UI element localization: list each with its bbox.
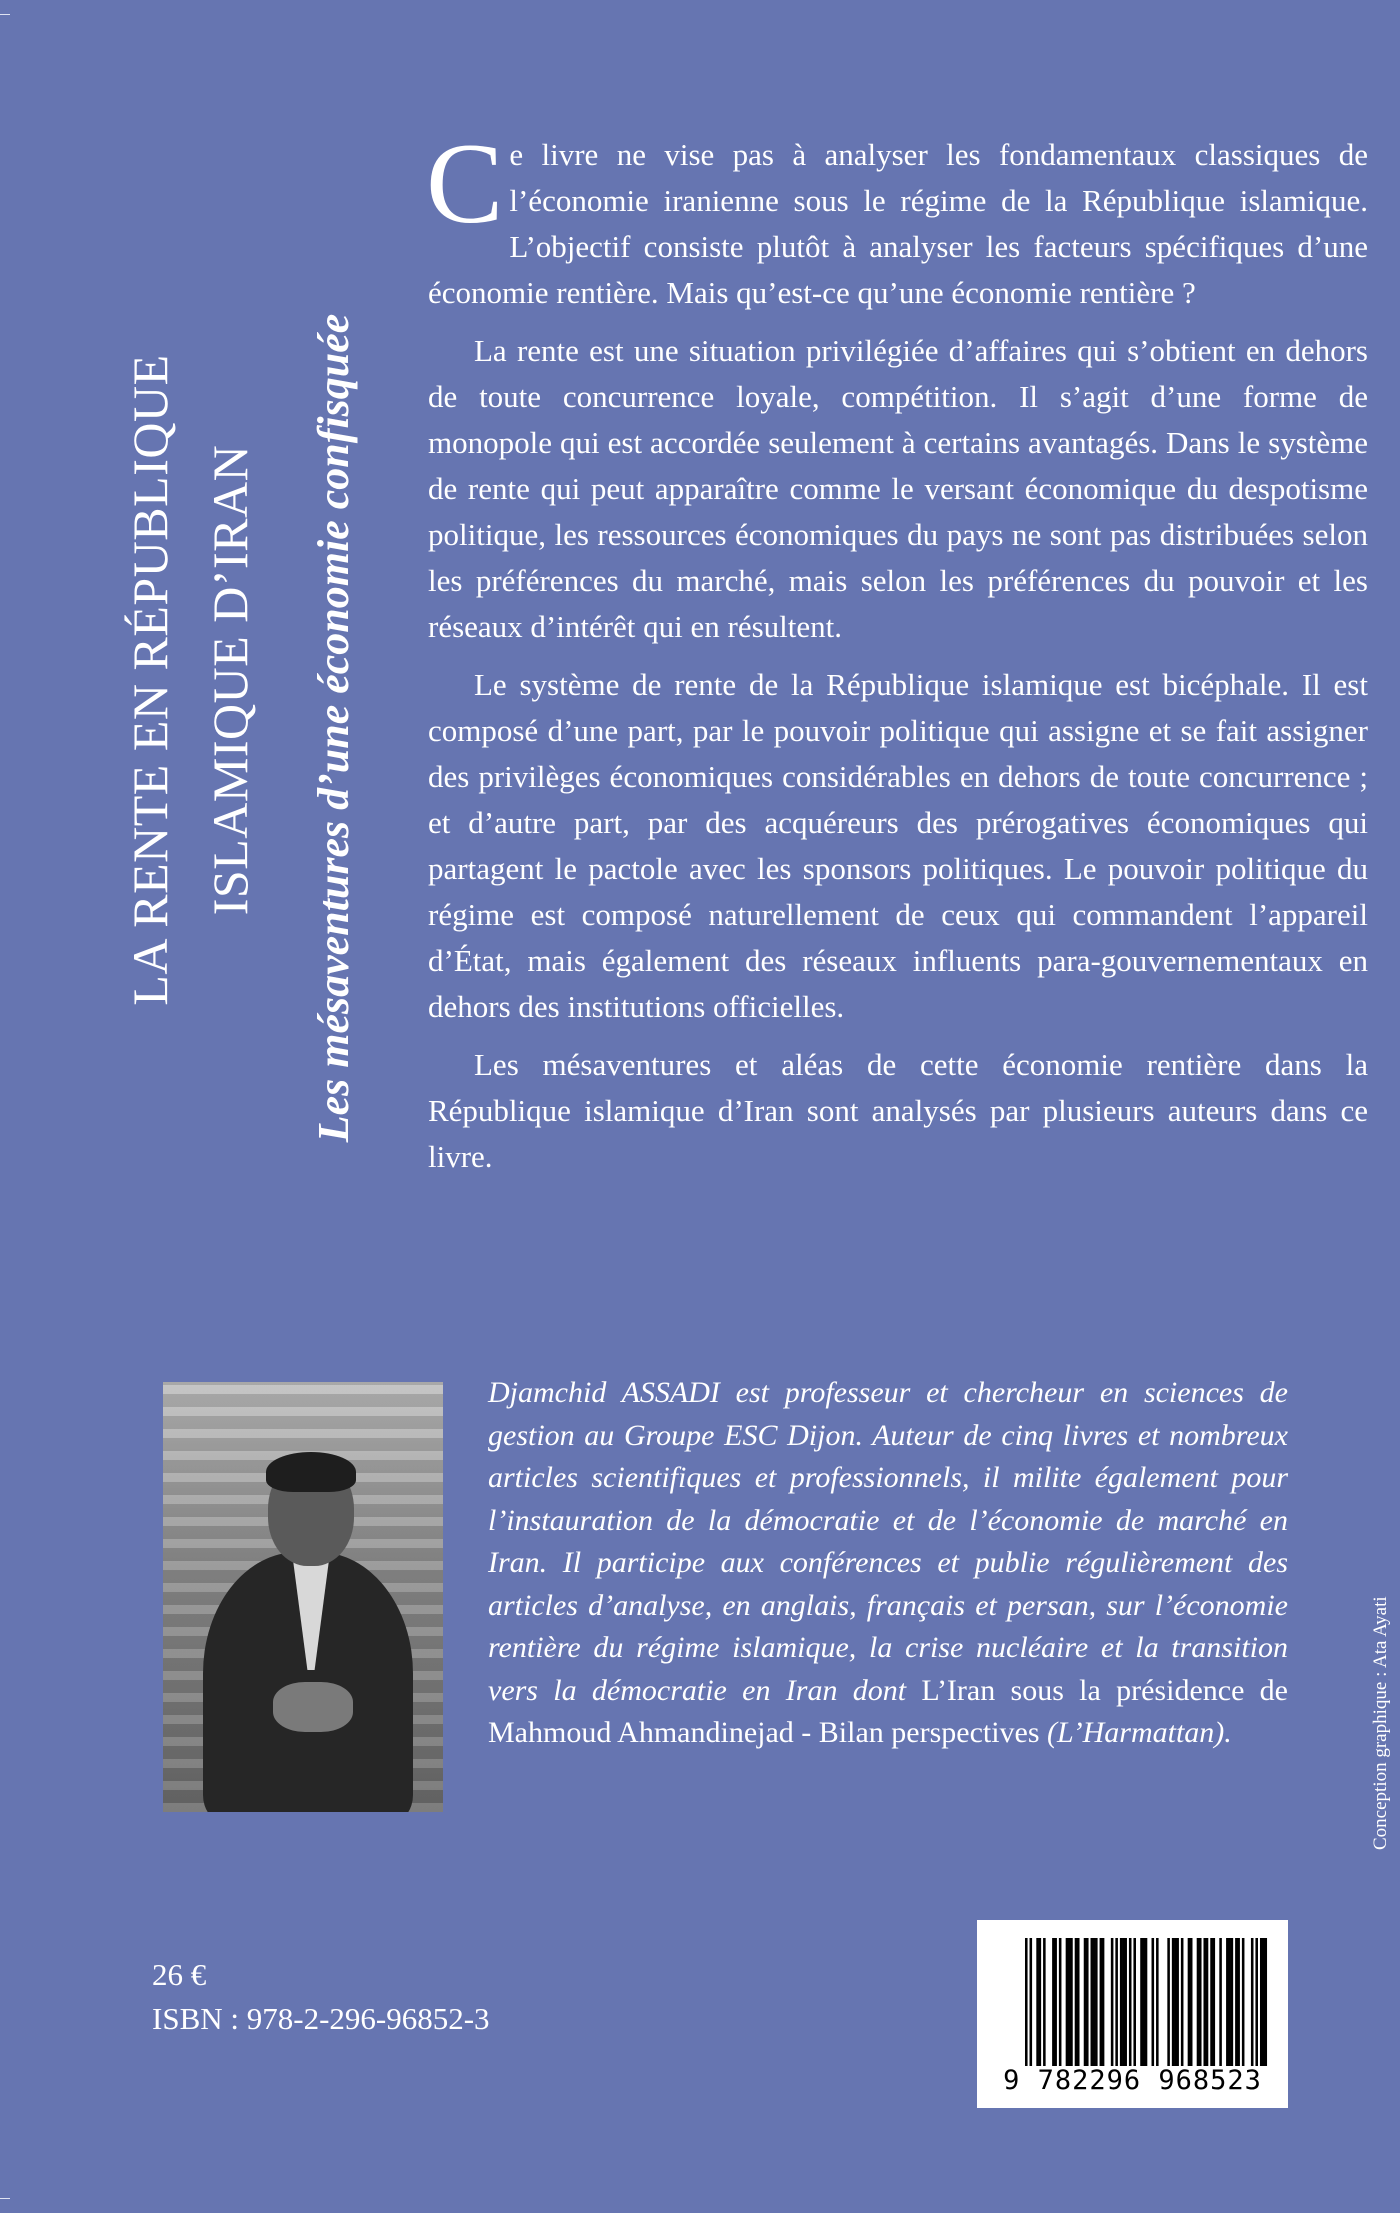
- barcode: [977, 1920, 1288, 2108]
- barcode-bar: [1030, 1938, 1033, 2066]
- photo-hands: [273, 1682, 353, 1732]
- barcode-bar: [1181, 1938, 1184, 2066]
- barcode-bar: [1251, 1938, 1254, 2066]
- isbn: ISBN : 978-2-296-96852-3: [152, 2001, 490, 2036]
- barcode-bar: [1093, 1938, 1096, 2066]
- barcode-bar: [1197, 1938, 1200, 2066]
- barcode-bar: [1129, 1938, 1132, 2066]
- barcode-bar: [1213, 1938, 1216, 2066]
- paragraph-3: Le système de rente de la République islamique est bicéphale. Il est composé d’une part, par le pouvoir politique qui assigne et se fait assigner des privilèges économiques considérables en dehors de toute concurrence ; et d’autre part, par des acquéreurs des prérogatives économiques qui partagent le pactole avec les sponsors politiques. Le pouvoir politique du régime est composé naturellement de ceux qui commandent l’appareil d’État, mais également des réseaux influents para-gouvernementaux en dehors des institutions officielles.: [428, 667, 1368, 1024]
- book-title-line-2: ISLAMIQUE D’IRAN: [202, 444, 258, 916]
- book-subtitle: Les mésaventures d’une économie confisquée: [309, 313, 358, 1143]
- barcode-bar: [1115, 1938, 1118, 2066]
- barcode-bar: [1120, 1938, 1123, 2066]
- barcode-bar: [1188, 1938, 1191, 2066]
- barcode-bar: [1235, 1938, 1238, 2066]
- barcode-bar: [1142, 1938, 1145, 2066]
- price-block: [152, 1953, 490, 2041]
- barcode-bar: [1066, 1938, 1069, 2066]
- barcode-bar: [1054, 1938, 1057, 2066]
- barcode-bar: [1102, 1938, 1105, 2066]
- barcode-bar: [1231, 1938, 1234, 2066]
- price: 26 €: [152, 1957, 207, 1992]
- paragraph-1-text: e livre ne vise pas à analyser les fondamentaux classiques de l’économie iranienne sous le régime de la République islamique. L’objectif consiste plutôt à analyser les facteurs spécifiques d’une économie rentière. Mais qu’est-ce qu’une économie rentière ?: [428, 137, 1368, 310]
- barcode-bar: [1036, 1938, 1039, 2066]
- book-title: [110, 290, 270, 1070]
- barcode-bar: [1059, 1938, 1062, 2066]
- barcode-bar: [1091, 1938, 1094, 2066]
- barcode-bars: [977, 1920, 1288, 2070]
- author-photo: [163, 1382, 443, 1812]
- barcode-bar: [1122, 1938, 1125, 2066]
- barcode-bar: [1210, 1938, 1213, 2066]
- barcode-bar: [1176, 1938, 1179, 2066]
- barcode-bar: [1084, 1938, 1087, 2066]
- barcode-bar: [1219, 1938, 1222, 2066]
- barcode-bar: [1133, 1938, 1136, 2066]
- barcode-bar: [1203, 1938, 1206, 2066]
- barcode-bar: [1172, 1938, 1175, 2066]
- barcode-bar: [1068, 1938, 1071, 2066]
- barcode-bar: [1226, 1938, 1229, 2066]
- barcode-digits: 9 782296 968523: [1003, 2065, 1262, 2096]
- barcode-bar: [1052, 1938, 1055, 2066]
- book-reference: L’Iran sous la présidence de Mahmoud Ahmandinejad - Bilan perspectives: [488, 1673, 1288, 1749]
- drop-cap: C: [426, 120, 504, 248]
- barcode-bar: [1199, 1938, 1202, 2066]
- barcode-bar: [1070, 1938, 1073, 2066]
- barcode-bar: [1077, 1938, 1080, 2066]
- crop-mark: [0, 2198, 10, 2199]
- back-cover-blurb: [426, 120, 1368, 1192]
- barcode-bar: [1111, 1938, 1114, 2066]
- publisher-reference: (L’Harmattan).: [1047, 1716, 1232, 1749]
- barcode-bar: [1075, 1938, 1078, 2066]
- author-bio: [488, 1372, 1288, 1755]
- barcode-bar: [1206, 1938, 1209, 2066]
- paragraph-2: La rente est une situation privilégiée d’affaires qui s’obtient en dehors de toute concurrence loyale, compétition. Il s’agit d’une forme de monopole qui est accordée seulement à certains avantagés. Dans le système de rente qui peut apparaître comme le versant économique du despotisme politique, les ressources économiques du pays ne sont pas distribuées selon les préférences du marché, mais selon les préférences du pouvoir et les réseaux d’intérêt qui en résultent.: [428, 333, 1368, 644]
- paragraph-4: Les mésaventures et aléas de cette économie rentière dans la République islamique d’Iran sont analysés par plusieurs auteurs dans ce livre.: [428, 1047, 1368, 1174]
- barcode-bar: [1260, 1938, 1263, 2066]
- barcode-bar: [1124, 1938, 1127, 2066]
- barcode-bar: [1228, 1938, 1231, 2066]
- barcode-bar: [1190, 1938, 1193, 2066]
- photo-hair: [266, 1452, 356, 1492]
- crop-mark: [0, 14, 10, 15]
- barcode-bar: [1255, 1938, 1258, 2066]
- barcode-bar: [1086, 1938, 1089, 2066]
- author-bio-text: Djamchid ASSADI est professeur et chercheur en sciences de gestion au Groupe ESC Dijon. Auteur de cinq livres et nombreux articles scientifiques et professionnels, il milite également pour l’instauration de la démocratie et de l’économie de marché en Iran. Il participe aux conférences et publie régulièrement des articles d’analyse, en anglais, français et persan, sur l’économie rentière du régime islamique, la crise nucléaire et la transition vers la démocratie en Iran dont: [488, 1376, 1288, 1707]
- book-title-line-1: LA RENTE EN RÉPUBLIQUE: [122, 354, 178, 1006]
- barcode-bar: [1025, 1938, 1028, 2066]
- barcode-bar: [1043, 1938, 1046, 2066]
- barcode-bar: [1264, 1938, 1267, 2066]
- barcode-bar: [1262, 1938, 1265, 2066]
- barcode-bar: [1100, 1938, 1103, 2066]
- barcode-bar: [1095, 1938, 1098, 2066]
- design-credit: Conception graphique : Ata Ayati: [1370, 1596, 1391, 1850]
- barcode-bar: [1237, 1938, 1240, 2066]
- barcode-bar: [1156, 1938, 1159, 2066]
- barcode-bar: [1145, 1938, 1148, 2066]
- barcode-bar: [1242, 1938, 1245, 2066]
- barcode-bar: [1167, 1938, 1170, 2066]
- paragraph-1: [426, 120, 1368, 316]
- barcode-bar: [1174, 1938, 1177, 2066]
- barcode-bar: [1152, 1938, 1155, 2066]
- barcode-bar: [1140, 1938, 1143, 2066]
- barcode-bar: [1039, 1938, 1042, 2066]
